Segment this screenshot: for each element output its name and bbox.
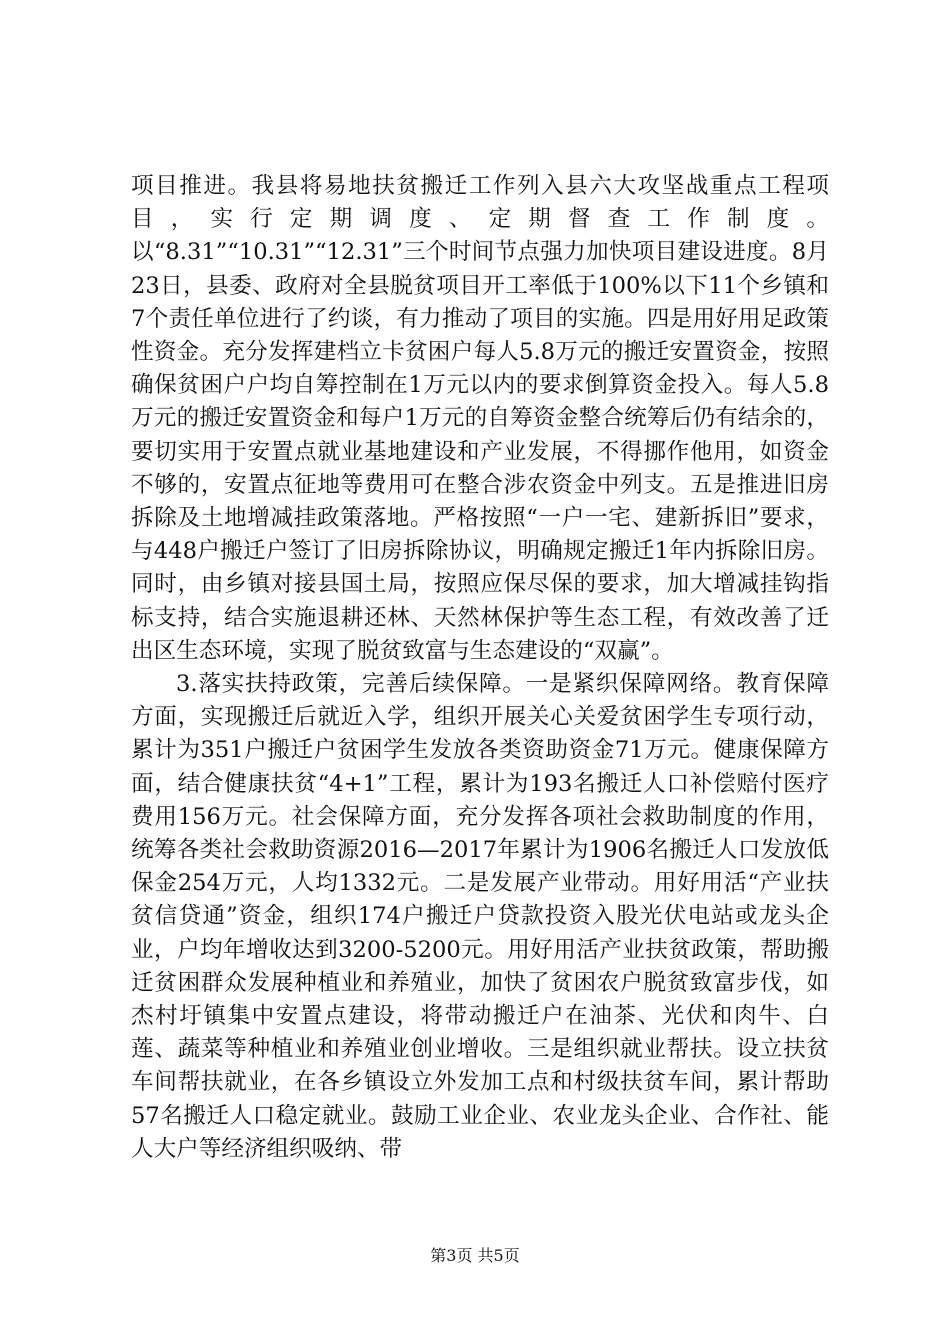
paragraph-project-progress: 项目推进。我县将易地扶贫搬迁工作列入县六大攻坚战重点工程项目，实行定期调度、定期督查工作制度。以“8.31”“10.31”“12.31”三个时间节点强力加快项目建设进度。8月23日，县委、政府对全县脱贫项目开工率低于100%以下11个乡镇和7个责任单位进行了约谈，有力推动了项目的实施。四是用好用足政策性资金。充分发挥建档立卡贫困户每人5.8万元的搬迁安置资金，按照确保贫困户户均自筹控制在1万元以内的要求倒算资金投入。每人5.8万元的搬迁安置资金和每户1万元的自筹资金整合统筹后仍有结余的，要切实用于安置点就业基地建设和产业发展，不得挪作他用，如资金不够的，安置点征地等费用可在整合涉农资金中列支。五是推进旧房拆除及土地增减挂政策落地。严格按照“一户一宅、建新拆旧”要求，与448户搬迁户签订了旧房拆除协议，明确规定搬迁1年内拆除旧房。同时，由乡镇对接县国土局，按照应保尽保的要求，加大增减挂钩指标支持，结合实施退耕还林、天然林保护等生态工程，有效改善了迁出区生态环境，实现了脱贫致富与生态建设的“双赢”。	[131, 173, 829, 664]
page-footer: 第3页 共5页	[430, 1246, 520, 1265]
paragraph-support-policy: 3.落实扶持政策，完善后续保障。一是紧织保障网络。教育保障方面，实现搬迁后就近入学，组织开展关心关爱贫困学生专项行动，累计为351户搬迁户贫困学生发放各类资助资金71万元。健康保障方面，结合健康扶贫“4+1”工程，累计为193名搬迁人口补偿赔付医疗费用156万元。社会保障方面，充分发挥各项社会救助制度的作用，统筹各类社会救助资源2016—2017年累计为1906名搬迁人口发放低保金254万元，人均1332元。二是发展产业带动。用好用活“产业扶贫信贷通”资金，组织174户搬迁户贷款投资入股光伏电站或龙头企业，户均年增收达到3200-5200元。用好用活产业扶贫政策，帮助搬迁贫困群众发展种植业和养殖业，加快了贫困农户脱贫致富步伐，如杰村圩镇集中安置点建设，将带动搬迁户在油茶、光伏和肉牛、白莲、蔬菜等种植业和养殖业创业增收。三是组织就业帮扶。设立扶贫车间帮扶就业，在各乡镇设立外发加工点和村级扶贫车间，累计帮助57名搬迁人口稳定就业。鼓励工业企业、农业龙头企业、合作社、能人大户等经济组织吸纳、带	[131, 671, 829, 1162]
document-body	[131, 170, 829, 1166]
